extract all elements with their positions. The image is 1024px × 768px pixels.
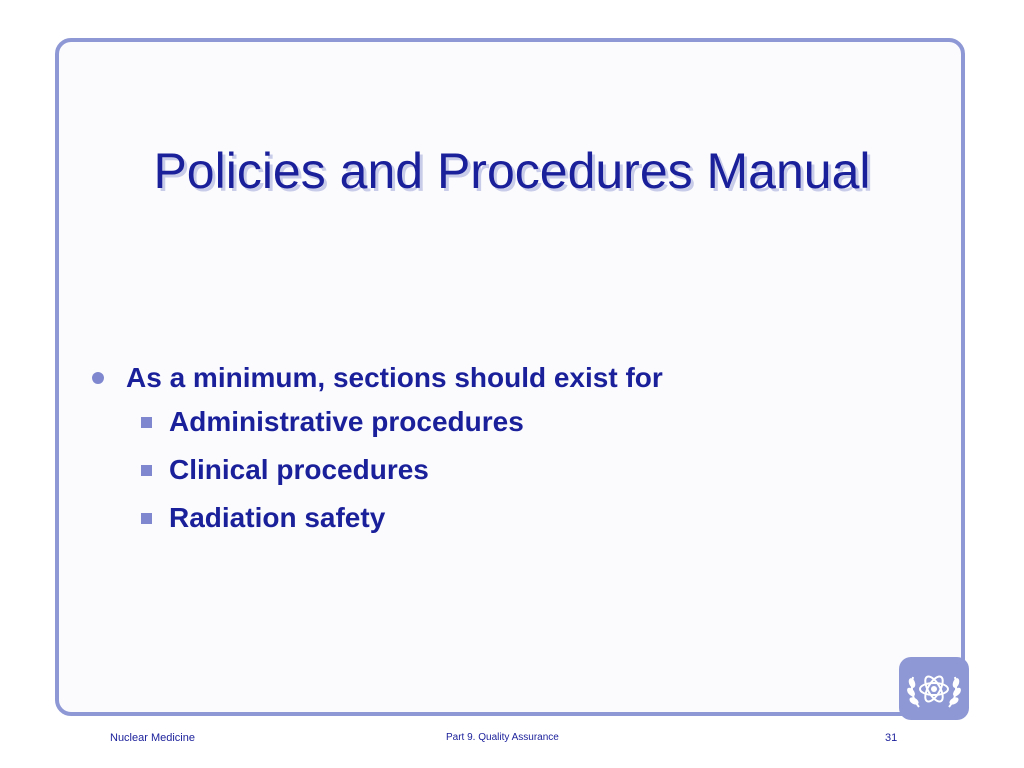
sub-bullet-item bbox=[90, 446, 890, 494]
footer-section-name: Part 9. Quality Assurance bbox=[446, 732, 559, 743]
slide-title: Policies and Procedures Manual bbox=[153, 143, 871, 199]
square-bullet-icon bbox=[141, 465, 152, 476]
bullet-list bbox=[90, 358, 890, 542]
atom-laurel-emblem-icon bbox=[899, 657, 969, 720]
sub-bullet-text: Administrative procedures bbox=[169, 406, 524, 437]
sub-bullet-text: Radiation safety bbox=[169, 502, 386, 533]
sub-bullet-item bbox=[90, 494, 890, 542]
square-bullet-icon bbox=[141, 513, 152, 524]
page-number: 31 bbox=[885, 732, 898, 744]
round-bullet-icon bbox=[92, 372, 104, 384]
square-bullet-icon bbox=[141, 417, 152, 428]
sub-bullet-text: Clinical procedures bbox=[169, 454, 429, 485]
footer-course-name: Nuclear Medicine bbox=[110, 732, 195, 744]
bullet-text: As a minimum, sections should exist for bbox=[126, 362, 663, 393]
sub-bullet-item bbox=[90, 398, 890, 446]
bullet-item bbox=[90, 358, 890, 398]
